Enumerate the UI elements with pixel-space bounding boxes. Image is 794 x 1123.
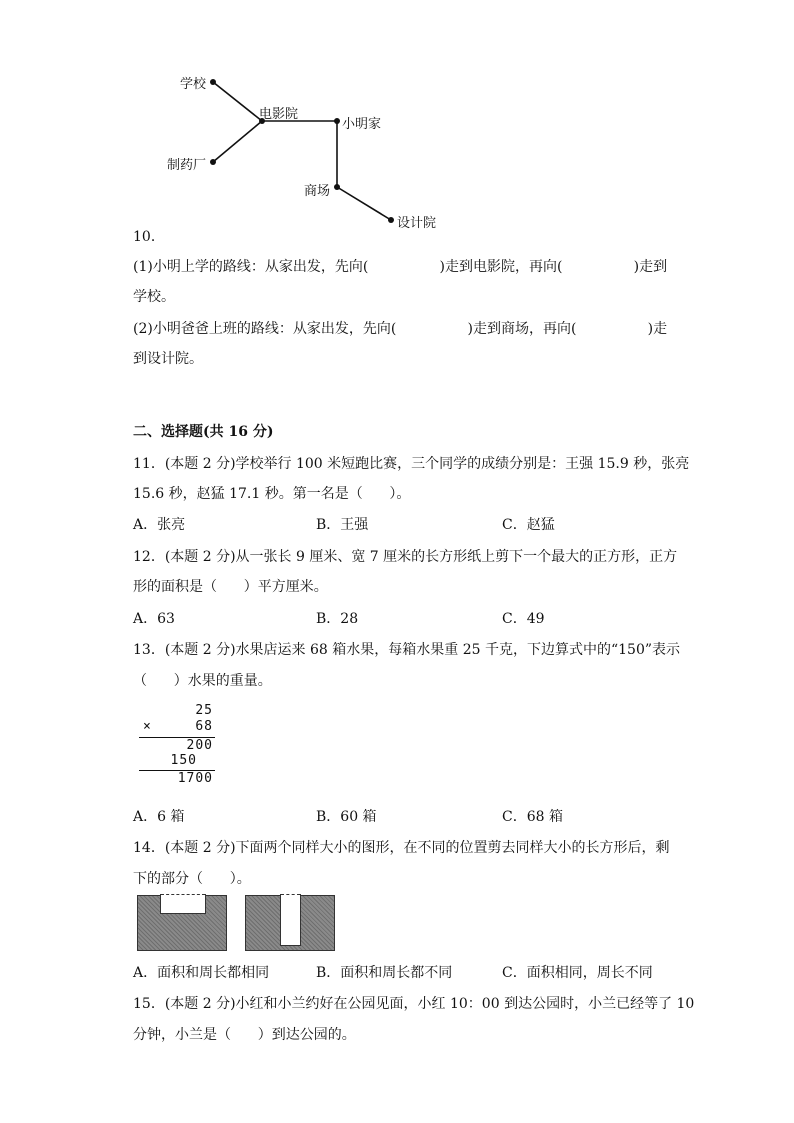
q11-option-b[interactable]: B．王强: [316, 517, 369, 533]
q14-option-b[interactable]: B．面积和周长都不同: [316, 965, 453, 981]
route-map: [0, 0, 794, 240]
q11-option-a[interactable]: A．张亮: [133, 517, 186, 533]
q13-option-a[interactable]: A．6 箱: [133, 809, 185, 825]
q12-line2: 形的面积是（ ）平方厘米。: [133, 579, 328, 595]
q12-option-c[interactable]: C．49: [502, 611, 545, 627]
q13-line2: （ ）水果的重量。: [133, 673, 272, 689]
calc-partial-2: 150: [170, 753, 197, 768]
q12-line1: 12．(本题 2 分)从一张长 9 厘米、宽 7 厘米的长方形纸上剪下一个最大的正方形，正方: [133, 549, 678, 565]
q10-part1-line1: (1)小明上学的路线：从家出发，先向( )走到电影院，再向( )走到: [133, 259, 668, 275]
node-school: [210, 79, 216, 85]
q14-line1: 14．(本题 2 分)下面两个同样大小的图形，在不同的位置剪去同样大小的长方形后，剩: [133, 840, 670, 856]
label-xiaoming-home: 小明家: [342, 117, 382, 132]
multiplication-calc: [135, 703, 225, 788]
label-pharma-factory: 制药厂: [167, 158, 207, 173]
node-home: [334, 118, 340, 124]
calc-multiplier: 68: [195, 719, 213, 734]
road-mall-institute: [337, 187, 391, 220]
q12-option-a[interactable]: A．63: [133, 611, 175, 627]
q13-line1: 13．(本题 2 分)水果店运来 68 箱水果，每箱水果重 25 千克，下边算式中的“150”表示: [133, 642, 681, 658]
q11-option-c[interactable]: C．赵猛: [502, 517, 555, 533]
node-mall: [334, 184, 340, 190]
q13-option-b[interactable]: B．60 箱: [316, 809, 377, 825]
label-cinema: 电影院: [259, 107, 299, 122]
label-design-institute: 设计院: [397, 216, 437, 231]
q10-part2-line1: (2)小明爸爸上班的路线：从家出发，先向( )走到商场，再向( )走: [133, 321, 668, 337]
calc-product: 1700: [177, 771, 213, 786]
road-factory-cinema: [213, 121, 262, 162]
q12-option-b[interactable]: B．28: [316, 611, 359, 627]
road-school-cinema: [213, 82, 262, 121]
node-factory: [210, 159, 216, 165]
shape-2-dash: [281, 894, 300, 895]
section-title: 二、选择题(共 16 分): [133, 424, 274, 440]
calc-times-sign: ×: [143, 719, 152, 734]
figure-shape-2: [245, 895, 335, 951]
calc-multiplicand: 25: [195, 703, 213, 718]
q13-option-c[interactable]: C．68 箱: [502, 809, 563, 825]
node-institute: [388, 217, 394, 223]
label-mall: 商场: [304, 184, 331, 199]
q11-line2: 15.6 秒，赵猛 17.1 秒。第一名是（ ）。: [133, 486, 411, 502]
shape-1-dash: [161, 894, 205, 895]
q11-line1: 11．(本题 2 分)学校举行 100 米短跑比赛，三个同学的成绩分别是：王强 15.9 秒，张亮: [133, 456, 690, 472]
q14-option-c[interactable]: C．面积相同，周长不同: [502, 965, 653, 981]
q15-line1: 15．(本题 2 分)小红和小兰约好在公园见面，小红 10：00 到达公园时，小兰已经等了 10: [133, 996, 695, 1012]
q10-part2-line2: 到设计院。: [133, 351, 203, 367]
q14-line2: 下的部分（ ）。: [133, 871, 251, 887]
q14-option-a[interactable]: A．面积和周长都相同: [133, 965, 270, 981]
calc-partial-1: 200: [186, 738, 213, 753]
q10-part1-line2: 学校。: [133, 289, 175, 305]
q15-line2: 分钟，小兰是（ ）到达公园的。: [133, 1027, 356, 1043]
figure-shape-1: [137, 895, 227, 951]
shape-2-cutout: [280, 894, 301, 946]
shape-1-cutout: [160, 894, 206, 914]
q10-number: 10．: [133, 229, 165, 245]
label-school: 学校: [180, 77, 207, 92]
